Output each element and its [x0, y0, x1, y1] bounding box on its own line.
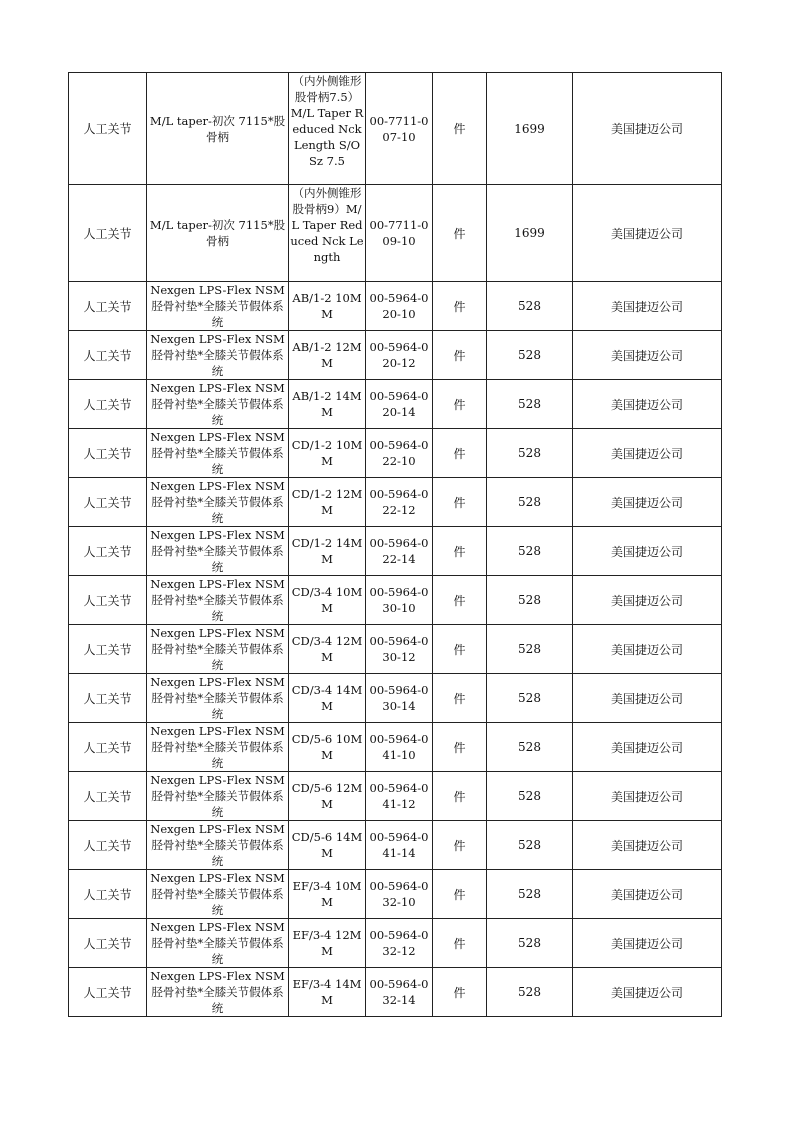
- price-text: 528: [518, 397, 541, 411]
- vendor-cell: [573, 821, 722, 870]
- product-name-text: Nexgen LPS-Flex NSM胫骨衬垫*全膝关节假体系统: [150, 871, 285, 917]
- category-text: 人工关节: [83, 226, 132, 241]
- category-text: 人工关节: [83, 838, 132, 853]
- price-cell: [487, 380, 573, 429]
- price-text: 528: [518, 593, 541, 607]
- unit-cell: [433, 870, 487, 919]
- category-text: 人工关节: [83, 122, 132, 136]
- vendor-cell: [573, 870, 722, 919]
- product-name-cell: [147, 821, 289, 870]
- price-cell: [487, 772, 573, 821]
- product-name-cell: [147, 968, 289, 1017]
- unit-text: 件: [453, 544, 466, 559]
- spec-cell: [289, 185, 366, 282]
- category-text: 人工关节: [83, 495, 132, 510]
- vendor-text: 美国捷迈公司: [610, 985, 683, 1000]
- vendor-text: 美国捷迈公司: [610, 299, 683, 314]
- price-cell: [487, 282, 573, 331]
- vendor-cell: [573, 282, 722, 331]
- vendor-text: 美国捷迈公司: [610, 495, 683, 510]
- category-cell: [69, 968, 147, 1017]
- table-row: [69, 968, 722, 1017]
- category-cell: [69, 821, 147, 870]
- product-name-text: Nexgen LPS-Flex NSM胫骨衬垫*全膝关节假体系统: [150, 381, 285, 427]
- price-text: 528: [518, 887, 541, 901]
- unit-text: 件: [453, 226, 466, 241]
- price-text: 528: [518, 789, 541, 803]
- unit-cell: [433, 527, 487, 576]
- product-name-text: Nexgen LPS-Flex NSM胫骨衬垫*全膝关节假体系统: [150, 528, 285, 574]
- table-row: [69, 772, 722, 821]
- product-name-text: Nexgen LPS-Flex NSM胫骨衬垫*全膝关节假体系统: [150, 675, 285, 721]
- code-text: 00-5964-032-14: [369, 977, 429, 1007]
- code-text: 00-5964-020-14: [369, 389, 429, 419]
- code-cell: [366, 576, 433, 625]
- product-table: [68, 72, 722, 1017]
- price-text: 528: [518, 299, 541, 313]
- table-row: [69, 527, 722, 576]
- product-name-cell: [147, 282, 289, 331]
- product-name-text: Nexgen LPS-Flex NSM胫骨衬垫*全膝关节假体系统: [150, 332, 285, 378]
- vendor-text: 美国捷迈公司: [610, 691, 683, 706]
- product-name-cell: [147, 723, 289, 772]
- price-text: 528: [518, 544, 541, 558]
- unit-text: 件: [453, 593, 466, 608]
- price-cell: [487, 723, 573, 772]
- code-cell: [366, 282, 433, 331]
- code-text: 00-5964-032-12: [369, 928, 429, 958]
- unit-text: 件: [453, 642, 466, 657]
- code-text: 00-5964-041-10: [369, 732, 429, 762]
- spec-cell: [289, 527, 366, 576]
- price-cell: [487, 331, 573, 380]
- category-cell: [69, 919, 147, 968]
- unit-cell: [433, 919, 487, 968]
- unit-cell: [433, 576, 487, 625]
- code-text: 00-5964-032-10: [369, 879, 429, 909]
- table-row: [69, 478, 722, 527]
- vendor-text: 美国捷迈公司: [610, 887, 683, 902]
- table-row: [69, 380, 722, 429]
- spec-text: CD/5-6 10MM: [291, 732, 363, 762]
- spec-cell: [289, 919, 366, 968]
- unit-cell: [433, 772, 487, 821]
- spec-cell: [289, 968, 366, 1017]
- unit-text: 件: [453, 495, 466, 510]
- spec-text: CD/1-2 12MM: [291, 487, 363, 517]
- table-row: [69, 919, 722, 968]
- vendor-text: 美国捷迈公司: [610, 642, 683, 657]
- table-row: [69, 282, 722, 331]
- spec-cell: [289, 723, 366, 772]
- code-cell: [366, 919, 433, 968]
- unit-cell: [433, 968, 487, 1017]
- unit-cell: [433, 282, 487, 331]
- price-text: 528: [518, 348, 541, 362]
- unit-text: 件: [453, 740, 466, 755]
- vendor-cell: [573, 772, 722, 821]
- spec-text: CD/1-2 10MM: [291, 438, 363, 468]
- code-text: 00-5964-030-12: [369, 634, 429, 664]
- unit-text: 件: [453, 887, 466, 902]
- category-cell: [69, 380, 147, 429]
- vendor-cell: [573, 576, 722, 625]
- category-cell: [69, 478, 147, 527]
- code-cell: [366, 625, 433, 674]
- code-text: 00-7711-009-10: [369, 218, 429, 248]
- code-text: 00-5964-022-14: [369, 536, 429, 566]
- category-cell: [69, 576, 147, 625]
- category-cell: [69, 674, 147, 723]
- product-name-text: Nexgen LPS-Flex NSM胫骨衬垫*全膝关节假体系统: [150, 920, 285, 966]
- price-text: 528: [518, 838, 541, 852]
- spec-text: EF/3-4 14MM: [292, 977, 362, 1007]
- vendor-text: 美国捷迈公司: [610, 593, 683, 608]
- price-cell: [487, 968, 573, 1017]
- unit-text: 件: [453, 348, 466, 363]
- unit-text: 件: [453, 122, 466, 136]
- product-name-cell: [147, 674, 289, 723]
- product-name-text: Nexgen LPS-Flex NSM胫骨衬垫*全膝关节假体系统: [150, 724, 285, 770]
- price-text: 528: [518, 985, 541, 999]
- spec-cell: [289, 331, 366, 380]
- unit-cell: [433, 625, 487, 674]
- product-name-cell: [147, 380, 289, 429]
- category-text: 人工关节: [83, 348, 132, 363]
- spec-text: CD/3-4 10MM: [291, 585, 363, 615]
- code-cell: [366, 429, 433, 478]
- price-text: 528: [518, 642, 541, 656]
- product-name-cell: [147, 429, 289, 478]
- product-name-text: Nexgen LPS-Flex NSM胫骨衬垫*全膝关节假体系统: [150, 283, 285, 329]
- category-cell: [69, 429, 147, 478]
- code-cell: [366, 772, 433, 821]
- vendor-text: 美国捷迈公司: [610, 226, 683, 241]
- product-name-cell: [147, 185, 289, 282]
- spec-text: CD/3-4 12MM: [291, 634, 363, 664]
- price-text: 528: [518, 740, 541, 754]
- unit-text: 件: [453, 985, 466, 1000]
- code-text: 00-5964-030-14: [369, 683, 429, 713]
- code-cell: [366, 331, 433, 380]
- unit-text: 件: [453, 299, 466, 314]
- table-row: [69, 625, 722, 674]
- spec-cell: [289, 821, 366, 870]
- category-cell: [69, 331, 147, 380]
- unit-text: 件: [453, 838, 466, 853]
- vendor-cell: [573, 185, 722, 282]
- spec-text: CD/3-4 14MM: [291, 683, 363, 713]
- spec-text: （内外侧锥形股骨柄7.5）M/L Taper Reduced Nck Length S/O Sz 7.5: [290, 74, 364, 168]
- spec-cell: [289, 576, 366, 625]
- price-cell: [487, 674, 573, 723]
- category-text: 人工关节: [83, 397, 132, 412]
- spec-cell: [289, 478, 366, 527]
- code-cell: [366, 870, 433, 919]
- price-cell: [487, 185, 573, 282]
- unit-cell: [433, 380, 487, 429]
- price-text: 528: [518, 495, 541, 509]
- unit-cell: [433, 73, 487, 185]
- spec-cell: [289, 73, 366, 185]
- product-name-cell: [147, 73, 289, 185]
- spec-text: （内外侧锥形股骨柄9）M/L Taper Reduced Nck Length: [290, 186, 364, 264]
- unit-cell: [433, 331, 487, 380]
- code-text: 00-7711-007-10: [369, 113, 429, 144]
- vendor-cell: [573, 674, 722, 723]
- vendor-cell: [573, 331, 722, 380]
- spec-text: AB/1-2 12MM: [292, 340, 362, 370]
- product-name-text: Nexgen LPS-Flex NSM胫骨衬垫*全膝关节假体系统: [150, 577, 285, 623]
- table-row: [69, 576, 722, 625]
- unit-text: 件: [453, 936, 466, 951]
- vendor-text: 美国捷迈公司: [610, 544, 683, 559]
- category-cell: [69, 527, 147, 576]
- product-name-text: Nexgen LPS-Flex NSM胫骨衬垫*全膝关节假体系统: [150, 626, 285, 672]
- product-name-text: Nexgen LPS-Flex NSM胫骨衬垫*全膝关节假体系统: [150, 479, 285, 525]
- vendor-cell: [573, 968, 722, 1017]
- category-text: 人工关节: [83, 740, 132, 755]
- vendor-cell: [573, 625, 722, 674]
- code-text: 00-5964-020-10: [369, 291, 429, 321]
- price-text: 528: [518, 691, 541, 705]
- price-text: 1699: [514, 226, 545, 240]
- vendor-cell: [573, 527, 722, 576]
- spec-cell: [289, 380, 366, 429]
- price-cell: [487, 821, 573, 870]
- spec-text: CD/5-6 12MM: [291, 781, 363, 811]
- unit-cell: [433, 429, 487, 478]
- code-text: 00-5964-020-12: [369, 340, 429, 370]
- category-cell: [69, 73, 147, 185]
- product-name-text: Nexgen LPS-Flex NSM胫骨衬垫*全膝关节假体系统: [150, 822, 285, 868]
- price-cell: [487, 478, 573, 527]
- product-name-cell: [147, 576, 289, 625]
- unit-text: 件: [453, 691, 466, 706]
- unit-cell: [433, 674, 487, 723]
- vendor-cell: [573, 380, 722, 429]
- product-name-text: Nexgen LPS-Flex NSM胫骨衬垫*全膝关节假体系统: [150, 773, 285, 819]
- category-text: 人工关节: [83, 446, 132, 461]
- code-cell: [366, 478, 433, 527]
- spec-text: EF/3-4 12MM: [292, 928, 362, 958]
- vendor-text: 美国捷迈公司: [610, 838, 683, 853]
- unit-cell: [433, 185, 487, 282]
- spec-text: CD/1-2 14MM: [291, 536, 363, 566]
- category-text: 人工关节: [83, 642, 132, 657]
- code-cell: [366, 73, 433, 185]
- spec-cell: [289, 870, 366, 919]
- category-text: 人工关节: [83, 691, 132, 706]
- table-row: [69, 870, 722, 919]
- unit-cell: [433, 723, 487, 772]
- category-text: 人工关节: [83, 299, 132, 314]
- product-name-cell: [147, 527, 289, 576]
- unit-cell: [433, 478, 487, 527]
- vendor-text: 美国捷迈公司: [610, 348, 683, 363]
- code-text: 00-5964-022-10: [369, 438, 429, 468]
- spec-text: EF/3-4 10MM: [292, 879, 362, 909]
- code-cell: [366, 674, 433, 723]
- price-text: 528: [518, 936, 541, 950]
- code-cell: [366, 723, 433, 772]
- code-text: 00-5964-041-14: [369, 830, 429, 860]
- vendor-text: 美国捷迈公司: [610, 740, 683, 755]
- code-cell: [366, 821, 433, 870]
- price-cell: [487, 870, 573, 919]
- category-cell: [69, 723, 147, 772]
- product-name-cell: [147, 478, 289, 527]
- vendor-cell: [573, 919, 722, 968]
- code-text: 00-5964-041-12: [369, 781, 429, 811]
- category-text: 人工关节: [83, 887, 132, 902]
- product-name-text: Nexgen LPS-Flex NSM胫骨衬垫*全膝关节假体系统: [150, 969, 285, 1015]
- unit-text: 件: [453, 397, 466, 412]
- spec-cell: [289, 772, 366, 821]
- code-cell: [366, 527, 433, 576]
- spec-text: CD/5-6 14MM: [291, 830, 363, 860]
- code-text: 00-5964-022-12: [369, 487, 429, 517]
- product-name-text: M/L taper-初次 7115*股骨柄: [149, 218, 286, 248]
- vendor-cell: [573, 723, 722, 772]
- product-name-cell: [147, 919, 289, 968]
- category-text: 人工关节: [83, 985, 132, 1000]
- code-cell: [366, 968, 433, 1017]
- table-row: [69, 331, 722, 380]
- category-cell: [69, 772, 147, 821]
- unit-cell: [433, 821, 487, 870]
- spec-text: AB/1-2 14MM: [292, 389, 362, 419]
- unit-text: 件: [453, 446, 466, 461]
- table-row: [69, 674, 722, 723]
- product-name-cell: [147, 772, 289, 821]
- product-table-body: [69, 73, 722, 1017]
- price-cell: [487, 73, 573, 185]
- category-cell: [69, 282, 147, 331]
- price-text: 1699: [514, 121, 545, 136]
- vendor-cell: [573, 429, 722, 478]
- table-row: [69, 723, 722, 772]
- category-cell: [69, 185, 147, 282]
- vendor-cell: [573, 478, 722, 527]
- spec-cell: [289, 282, 366, 331]
- price-cell: [487, 576, 573, 625]
- category-cell: [69, 870, 147, 919]
- price-cell: [487, 429, 573, 478]
- category-text: 人工关节: [83, 544, 132, 559]
- table-row: [69, 821, 722, 870]
- category-cell: [69, 625, 147, 674]
- vendor-text: 美国捷迈公司: [610, 789, 683, 804]
- price-cell: [487, 919, 573, 968]
- price-cell: [487, 527, 573, 576]
- price-text: 528: [518, 446, 541, 460]
- product-name-text: M/L taper-初次 7115*股骨柄: [149, 113, 286, 144]
- spec-cell: [289, 625, 366, 674]
- vendor-text: 美国捷迈公司: [610, 122, 683, 136]
- spec-cell: [289, 674, 366, 723]
- table-row: [69, 185, 722, 282]
- category-text: 人工关节: [83, 593, 132, 608]
- code-text: 00-5964-030-10: [369, 585, 429, 615]
- product-name-cell: [147, 625, 289, 674]
- code-cell: [366, 185, 433, 282]
- vendor-text: 美国捷迈公司: [610, 397, 683, 412]
- vendor-text: 美国捷迈公司: [610, 446, 683, 461]
- code-cell: [366, 380, 433, 429]
- product-name-cell: [147, 331, 289, 380]
- spec-text: AB/1-2 10MM: [292, 291, 362, 321]
- product-name-cell: [147, 870, 289, 919]
- category-text: 人工关节: [83, 936, 132, 951]
- price-cell: [487, 625, 573, 674]
- vendor-text: 美国捷迈公司: [610, 936, 683, 951]
- vendor-cell: [573, 73, 722, 185]
- category-text: 人工关节: [83, 789, 132, 804]
- product-name-text: Nexgen LPS-Flex NSM胫骨衬垫*全膝关节假体系统: [150, 430, 285, 476]
- table-row: [69, 429, 722, 478]
- unit-text: 件: [453, 789, 466, 804]
- table-row: [69, 73, 722, 185]
- spec-cell: [289, 429, 366, 478]
